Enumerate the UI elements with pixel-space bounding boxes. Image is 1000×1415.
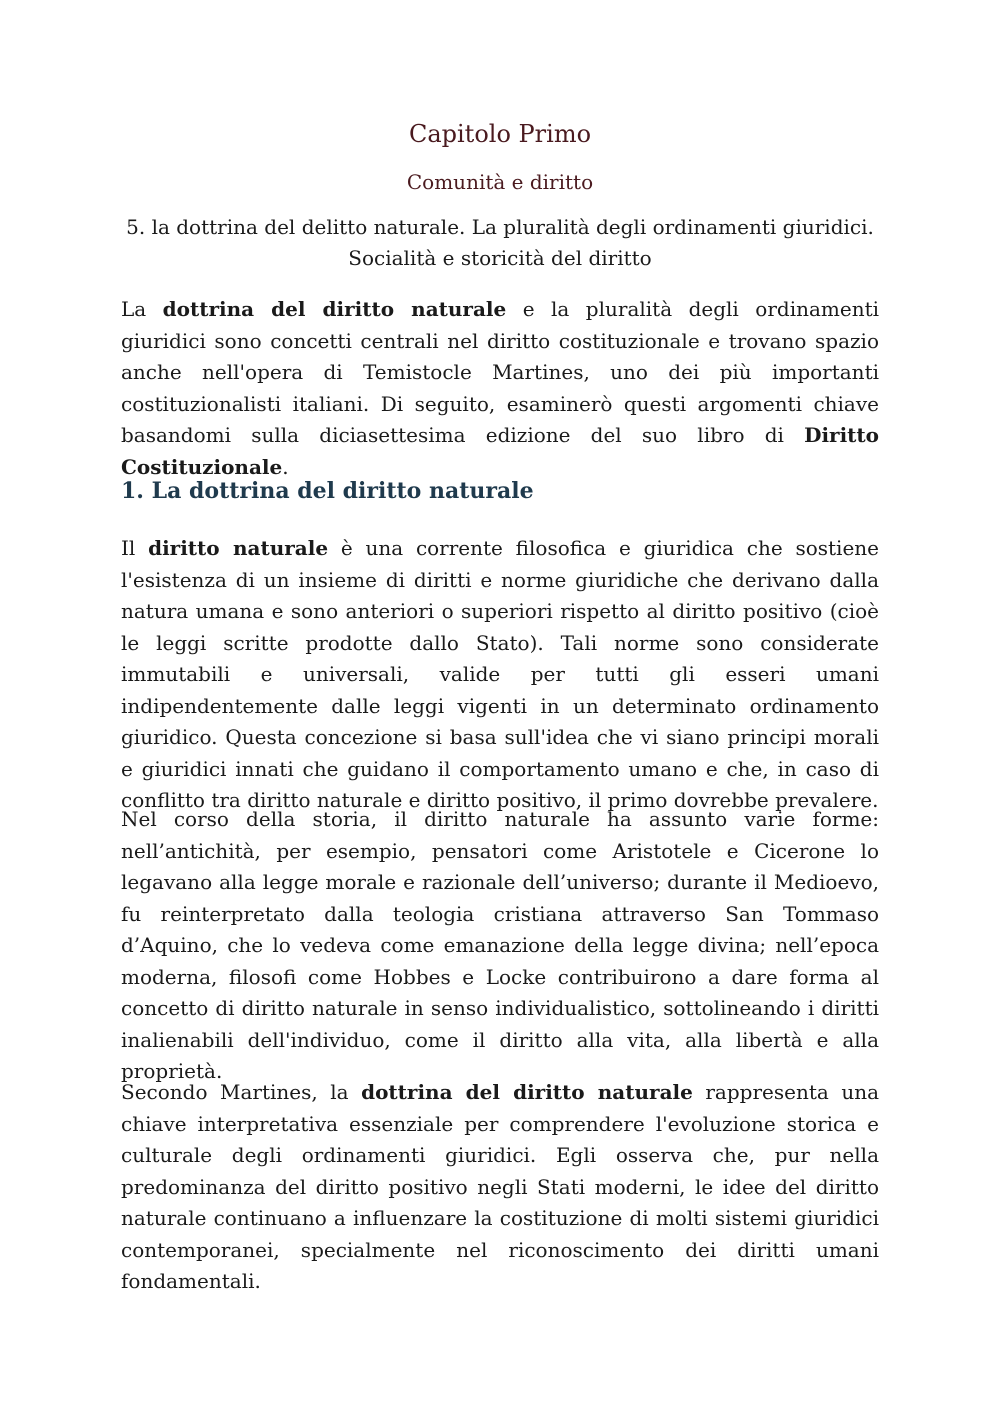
subtitle-line-1: 5. la dottrina del delitto naturale. La pluralità degli ordinamenti giuridici. (126, 215, 874, 239)
intro-bold-1: dottrina del diritto naturale (162, 297, 507, 321)
p1-text-2: è una corrente filosofica e giuridica che sostiene l'esistenza di un insieme di diritti e norme giuridiche che derivano dalla natura umana e sono anteriori o superiori rispetto al diritto positivo (cioè le leggi scritte prodotte dallo Stato). Tali norme sono considerate immutabili e universali, valide per tutti gli esseri umani indipendentemente dalle leggi vigenti in un determinato ordinamento giuridico. Questa concezione si basa sull'idea che vi siano principi morali e giuridici innati che guidano il comportamento umano e che, in caso di conflitto tra diritto naturale e diritto positivo, il primo dovrebbe prevalere. (121, 536, 879, 812)
p3-text-1: Secondo Martines, la (121, 1080, 362, 1104)
section-heading: 1. La dottrina del diritto naturale (121, 478, 534, 504)
intro-bold-2: Diritto Costituzionale (121, 423, 879, 479)
intro-paragraph (121, 294, 879, 483)
intro-text-1: La (121, 297, 163, 321)
p1-bold-1: diritto naturale (148, 536, 329, 560)
section-title: Comunità e diritto (406, 170, 594, 194)
intro-text-2: e la pluralità degli ordinamenti giuridici sono concetti centrali nel diritto costituzionale e trovano spazio anche nell'opera di Temistocle Martines, uno dei più importanti costituzionalisti italiani. Di seguito, esaminerò questi argomenti chiave basandomi sulla diciasettesima edizione del suo libro di (121, 297, 880, 447)
p3-text-2: rappresenta una chiave interpretativa essenziale per comprendere l'evoluzione storica e culturale degli ordinamenti giuridici. Egli osserva che, pur nella predominanza del diritto positivo negli Stati moderni, le idee del diritto naturale continuano a influenzare la costituzione di molti sistemi giuridici contemporanei, specialmente nel riconoscimento dei diritti umani fondamentali. (121, 1080, 880, 1293)
subtitle (120, 212, 880, 274)
intro-text-3: . (282, 454, 289, 479)
p1-text-1: Il (121, 536, 149, 560)
subtitle-line-2: Socialità e storicità del diritto (348, 246, 652, 270)
p3-bold-1: dottrina del diritto naturale (361, 1080, 693, 1104)
paragraph-1 (121, 533, 879, 817)
paragraph-2: Nel corso della storia, il diritto naturale ha assunto varie forme: nell’antichità, per esempio, pensatori come Aristotele e Cicerone lo legavano alla legge morale e razionale dell’universo; durante il Medioevo, fu reinterpretato dalla teologia cristiana attraverso San Tommaso d’Aquino, che lo vedeva come emanazione della legge divina; nell’epoca moderna, filosofi come Hobbes e Locke contribuirono a dare forma al concetto di diritto naturale in senso individualistico, sottolineando i diritti inalienabili dell'individuo, come il diritto alla vita, alla libertà e alla proprietà. (121, 807, 879, 1083)
chapter-title: Capitolo Primo (408, 120, 592, 148)
paragraph-3 (121, 1077, 879, 1298)
